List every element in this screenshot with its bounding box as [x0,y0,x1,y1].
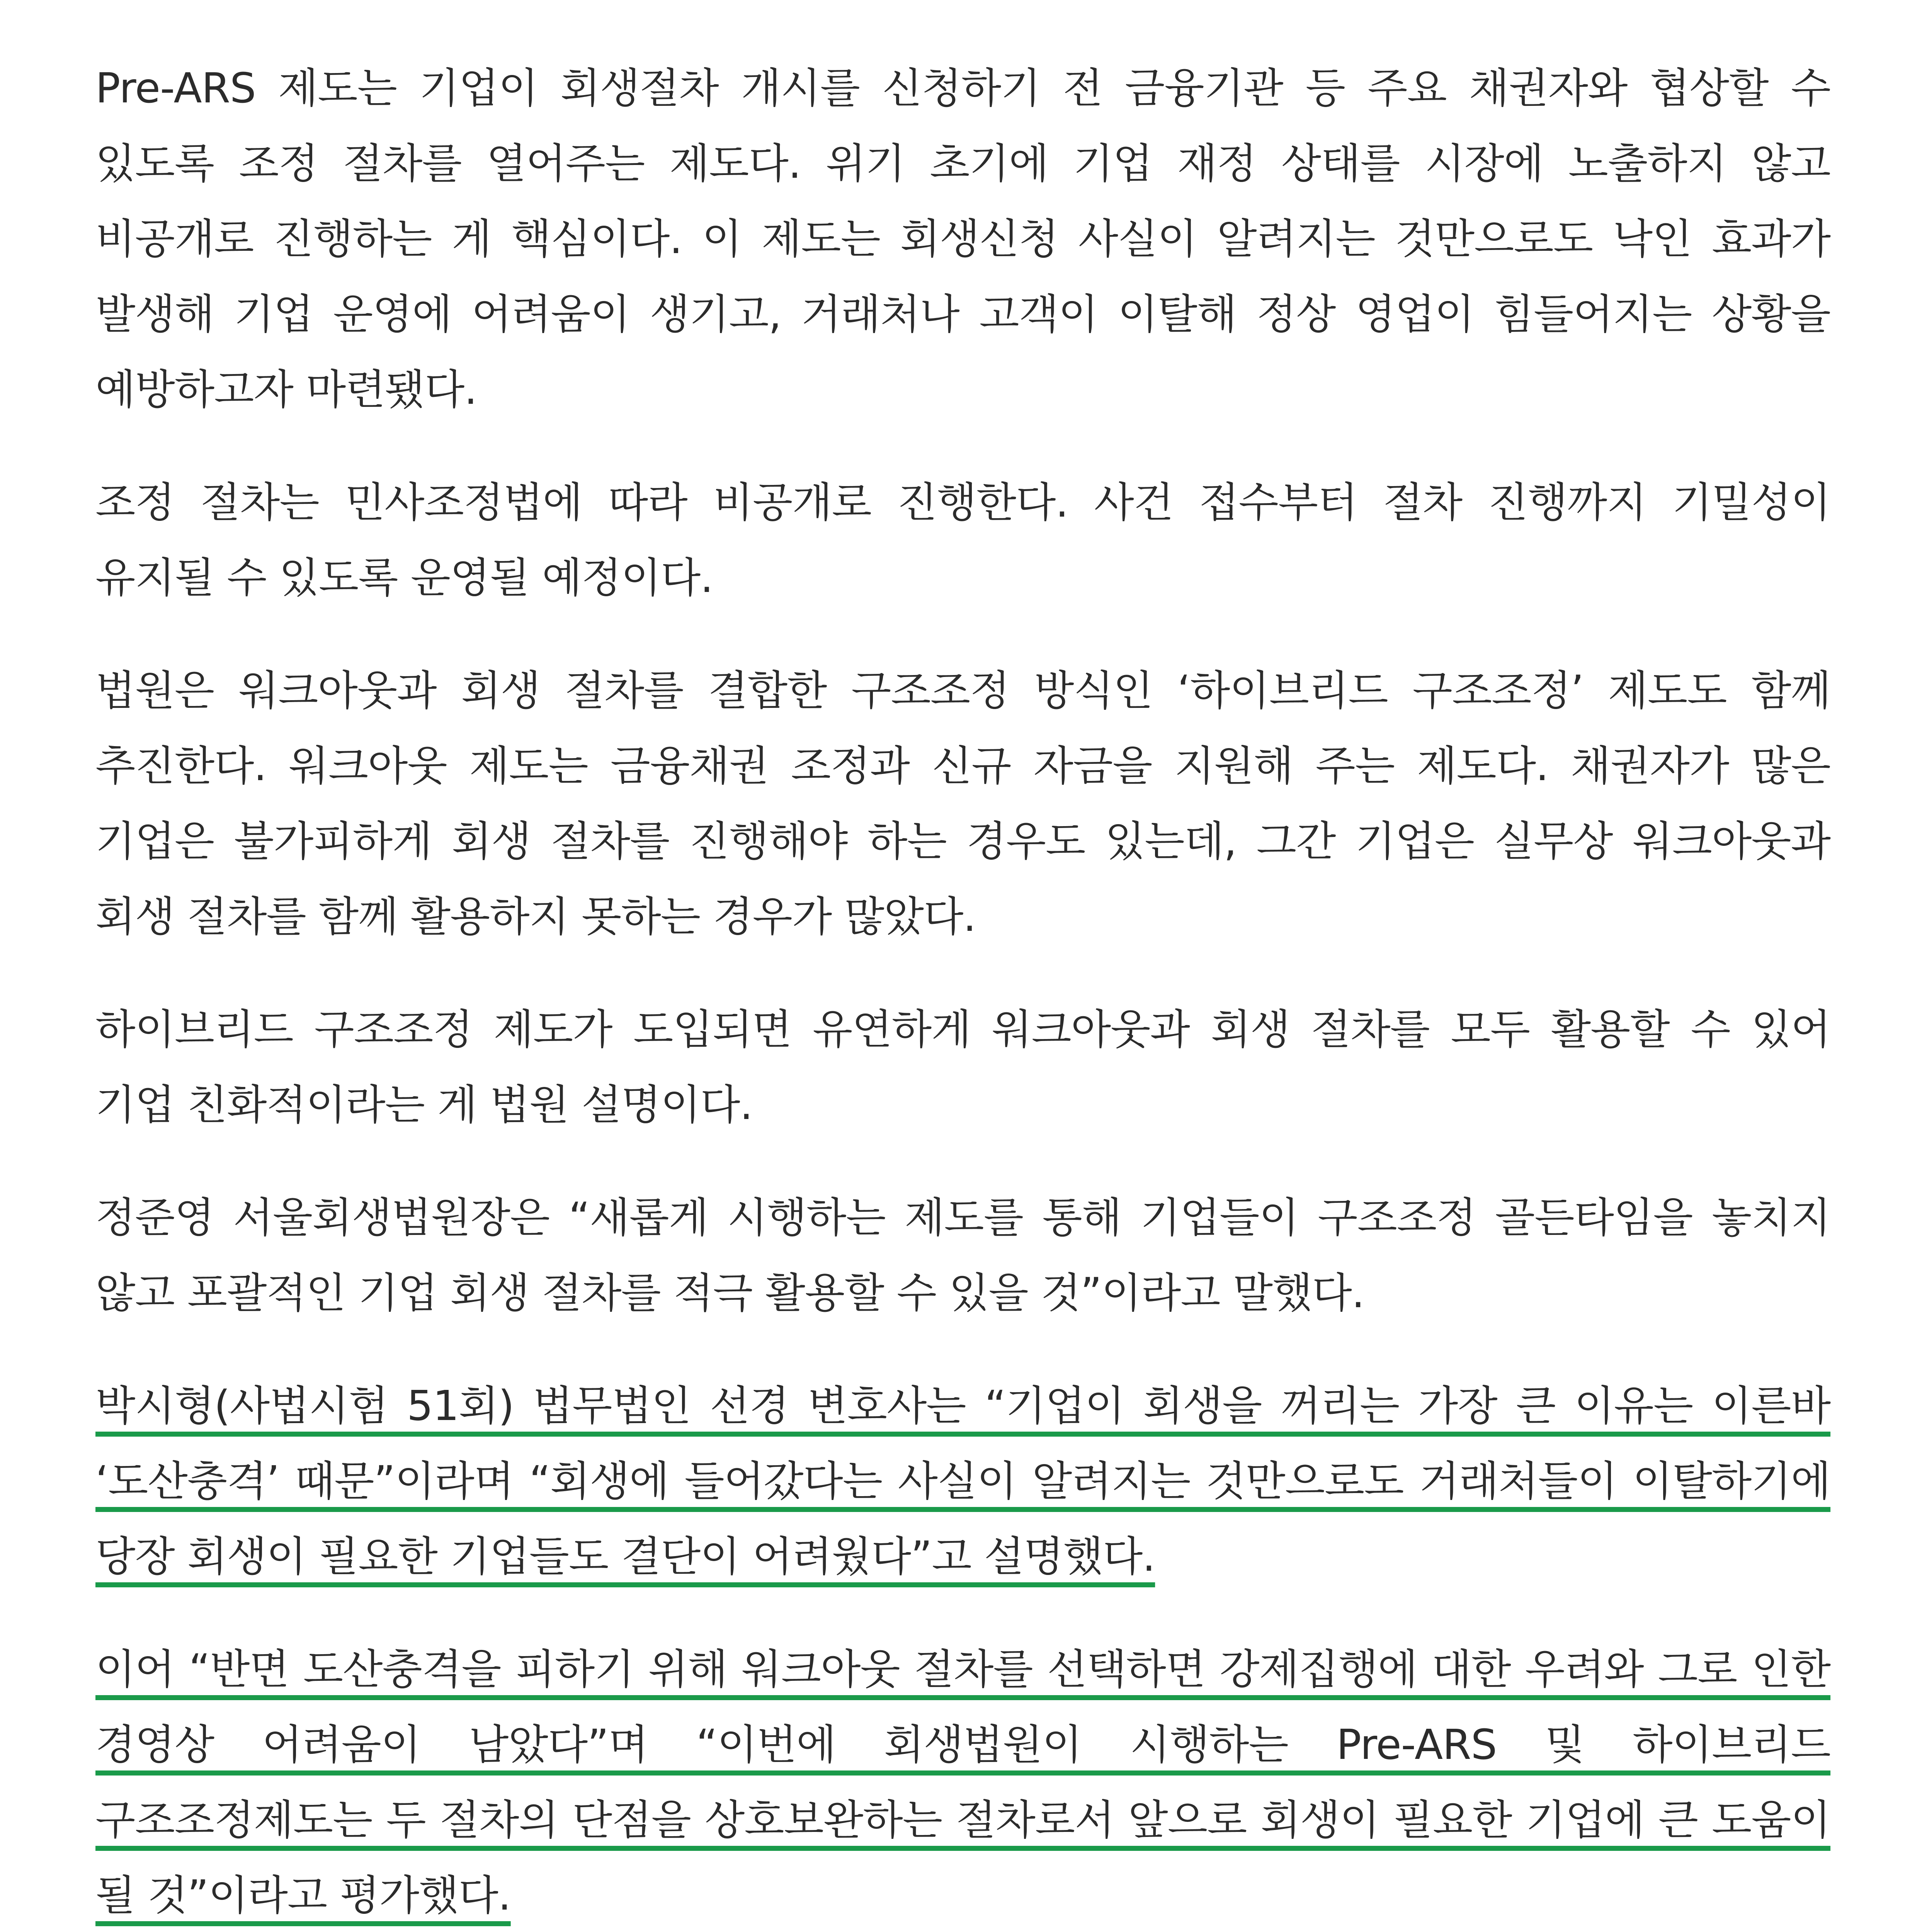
paragraph-lawyer-quote-continued-highlighted: 이어 “반면 도산충격을 피하기 위해 워크아웃 절차를 선택하면 강제집행에 대한 우려와 그로 인한 경영상 어려움이 남았다”며 “이번에 회생법원이 시행하는 Pre-ARS 및 하이브리드 구조조정제도는 두 절차의 단점을 상호보완하는 절차로서 앞으로 회생이 필요한 기업에 큰 도움이 될 것”이라고 평가했다. [95,1646,1830,1920]
paragraph-pre-ars-intro: Pre-ARS 제도는 기업이 회생절차 개시를 신청하기 전 금융기관 등 주요 채권자와 협상할 수 있도록 조정 절차를 열어주는 제도다. 위기 초기에 기업 재정 상태를 시장에 노출하지 않고 비공개로 진행하는 게 핵심이다. 이 제도는 회생신청 사실이 알려지는 것만으로도 낙인 효과가 발생해 기업 운영에 어려움이 생기고, 거래처나 고객이 이탈해 정상 영업이 힘들어지는 상황을 예방하고자 마련됐다. [95,65,1831,414]
paragraph-hybrid-benefit: 하이브리드 구조조정 제도가 도입되면 유연하게 워크아웃과 회생 절차를 모두 활용할 수 있어 기업 친화적이라는 게 법원 설명이다. [95,1006,1830,1129]
article-body [95,51,1830,1932]
paragraph-lawyer-quote-highlighted: 박시형(사법시험 51회) 법무법인 선경 변호사는 “기업이 회생을 꺼리는 가장 큰 이유는 이른바 ‘도산충격’ 때문”이라며 “회생에 들어갔다는 사실이 알려지는 것만으로도 거래처들이 이탈하기에 당장 회생이 필요한 기업들도 결단이 어려웠다”고 설명했다. [95,1382,1830,1581]
paragraph-court-chief-quote: 정준영 서울회생법원장은 “새롭게 시행하는 제도를 통해 기업들이 구조조정 골든타임을 놓치지 않고 포괄적인 기업 회생 절차를 적극 활용할 수 있을 것”이라고 말했다. [95,1194,1830,1317]
paragraph-mediation: 조정 절차는 민사조정법에 따라 비공개로 진행한다. 사건 접수부터 절차 진행까지 기밀성이 유지될 수 있도록 운영될 예정이다. [95,479,1830,602]
paragraph-hybrid-restructuring: 법원은 워크아웃과 회생 절차를 결합한 구조조정 방식인 ‘하이브리드 구조조정’ 제도도 함께 추진한다. 워크아웃 제도는 금융채권 조정과 신규 자금을 지원해 주는 제도다. 채권자가 많은 기업은 불가피하게 회생 절차를 진행해야 하는 경우도 있는데, 그간 기업은 실무상 워크아웃과 회생 절차를 함께 활용하지 못하는 경우가 많았다. [95,667,1830,941]
